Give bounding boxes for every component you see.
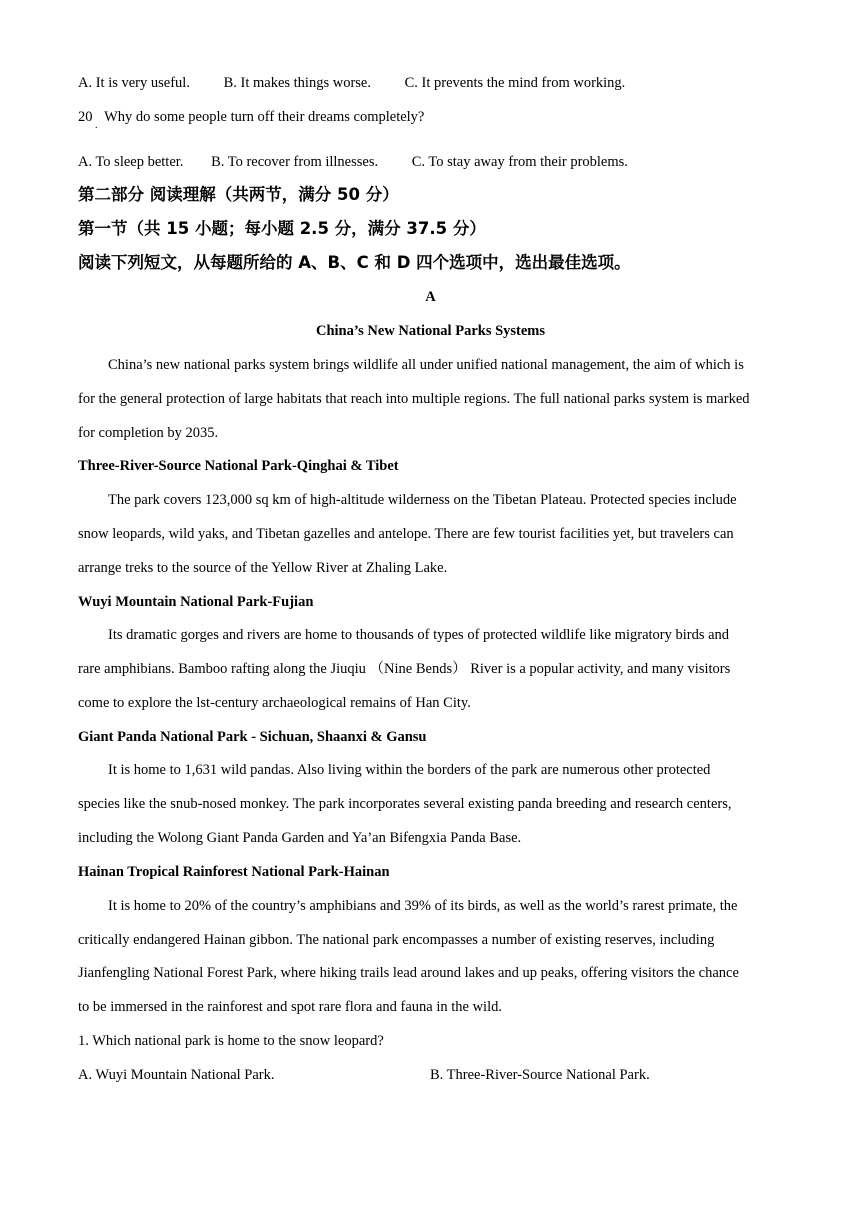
q1-option-a: A. Wuyi Mountain National Park. [78,1067,275,1083]
passage-title: China’s New National Parks Systems [315,323,546,339]
intro-line: for completion by 2035. [78,425,219,441]
q19-options [78,73,625,93]
park-heading-giant-panda: Giant Panda National Park - Sichuan, Shaanxi & Gansu [78,729,427,745]
q20-number-dot: . [95,120,98,131]
park-text-line: The park covers 123,000 sq km of high-altitude wilderness on the Tibetan Plateau. Protected species include [108,492,737,508]
q20-question [78,107,425,131]
park-text-line: arrange treks to the source of the Yellow River at Zhaling Lake. [78,560,448,576]
instructions: 阅读下列短文，从每题所给的 A、B、C 和 D 四个选项中，选出最佳选项。 [78,253,631,272]
q20-options [78,152,628,172]
park-heading-three-river: Three-River-Source National Park-Qinghai & Tibet [78,458,399,474]
section1-heading: 第一节（共 15 小题；每小题 2.5 分，满分 37.5 分） [78,219,486,238]
park-text-line: snow leopards, wild yaks, and Tibetan gazelles and antelope. There are few tourist facilities yet, but travelers can [78,526,734,542]
park-text-line: It is home to 1,631 wild pandas. Also living within the borders of the park are numerous other protected [108,762,711,778]
q1-question: 1. Which national park is home to the snow leopard? [78,1033,384,1049]
q20-option-b: B. To recover from illnesses. [211,154,379,170]
park-heading-hainan: Hainan Tropical Rainforest National Park-Hainan [78,864,390,880]
park-text-line: come to explore the lst-century archaeological remains of Han City. [78,695,471,711]
q20-option-a: A. To sleep better. [78,154,184,170]
passage-letter: A [425,289,436,305]
q19-option-b: B. It makes things worse. [223,75,371,91]
park-text-line: Its dramatic gorges and rivers are home to thousands of types of protected wildlife like migratory birds and [108,627,730,643]
q1-option-b: B. Three-River-Source National Park. [430,1067,650,1083]
q19-option-a: A. It is very useful. [78,75,190,91]
q19-option-c: C. It prevents the mind from working. [404,75,626,91]
q20-option-c: C. To stay away from their problems. [411,154,628,170]
park-text-line: It is home to 20% of the country’s amphibians and 39% of its birds, as well as the world’s rarest primate, the [108,898,738,914]
park-text-line: species like the snub-nosed monkey. The park incorporates several existing panda breeding and research centers, [78,796,732,812]
park-text-line: rare amphibians. Bamboo rafting along the Jiuqiu （Nine Bends） River is a popular activity, and many visitors [78,661,731,677]
park-text-line: to be immersed in the rainforest and spot rare flora and fauna in the wild. [78,999,502,1015]
part2-heading: 第二部分 阅读理解（共两节，满分 50 分） [78,185,399,204]
park-text-line: Jianfengling National Forest Park, where hiking trails lead around lakes and up peaks, offering visitors the chance [78,965,739,981]
q20-text: Why do some people turn off their dreams completely? [104,109,425,125]
park-text-line: critically endangered Hainan gibbon. The national park encompasses a number of existing reserves, including [78,932,715,948]
park-heading-wuyi: Wuyi Mountain National Park-Fujian [78,594,314,610]
q20-number: 20 [78,109,93,125]
intro-line: China’s new national parks system brings wildlife all under unified national management, the aim of which is [108,357,744,373]
park-text-line: including the Wolong Giant Panda Garden and Ya’an Bifengxia Panda Base. [78,830,522,846]
intro-line: for the general protection of large habitats that reach into multiple regions. The full national parks system is marked [78,391,750,407]
